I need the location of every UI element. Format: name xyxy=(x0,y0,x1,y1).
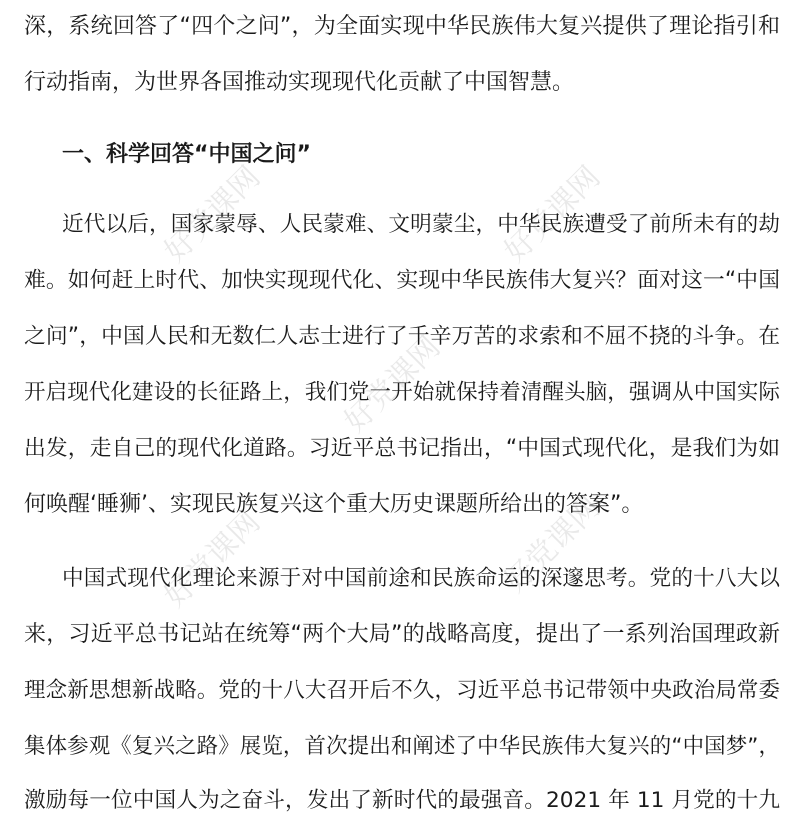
watermark: 好党课网 xyxy=(157,159,268,270)
text-line: 出发，走自己的现代化道路。习近平总书记指出，“中国式现代化，是我们为如 xyxy=(24,436,780,461)
text-line: 中国式现代化理论来源于对中国前途和民族命运的深邃思考。党的十八大以 xyxy=(62,566,780,591)
text-line: 集体参观《复兴之路》展览，首次提出和阐述了中华民族伟大复兴的“中国梦”， xyxy=(24,734,780,759)
text-line: 何唤醒‘睡狮’、实现民族复兴这个重大历史课题所给出的答案”。 xyxy=(24,492,644,517)
text-line: 激励每一位中国人为之奋斗，发出了新时代的最强音。2021 年 11 月党的十九 xyxy=(24,788,780,813)
watermark: 好党课网 xyxy=(497,159,608,270)
text-line: 难。如何赶上时代、加快实现现代化、实现中华民族伟大复兴？面对这一“中国 xyxy=(24,268,780,293)
watermark: 好党课网 xyxy=(497,489,608,600)
text-line: 开启现代化建设的长征路上，我们党一开始就保持着清醒头脑，强调从中国实际 xyxy=(24,380,780,405)
text-line: 行动指南，为世界各国推动实现现代化贡献了中国智慧。 xyxy=(24,70,575,95)
watermark: 好党课网 xyxy=(157,504,268,615)
text-line: 深，系统回答了“四个之问”，为全面实现中华民族伟大复兴提供了理论指引和 xyxy=(24,14,780,39)
text-line: 之问”，中国人民和无数仁人志士进行了千辛万苦的求索和不屈不挠的斗争。在 xyxy=(24,324,780,349)
section-heading: 一、科学回答“中国之问” xyxy=(62,142,311,167)
watermark: 好党课网 xyxy=(337,329,448,440)
text-line: 近代以后，国家蒙辱、人民蒙难、文明蒙尘，中华民族遭受了前所未有的劫 xyxy=(62,212,780,237)
text-line: 理念新思想新战略。党的十八大召开后不久，习近平总书记带领中央政治局常委 xyxy=(24,678,780,703)
text-line: 来，习近平总书记站在统筹“两个大局”的战略高度，提出了一系列治国理政新 xyxy=(24,622,780,647)
